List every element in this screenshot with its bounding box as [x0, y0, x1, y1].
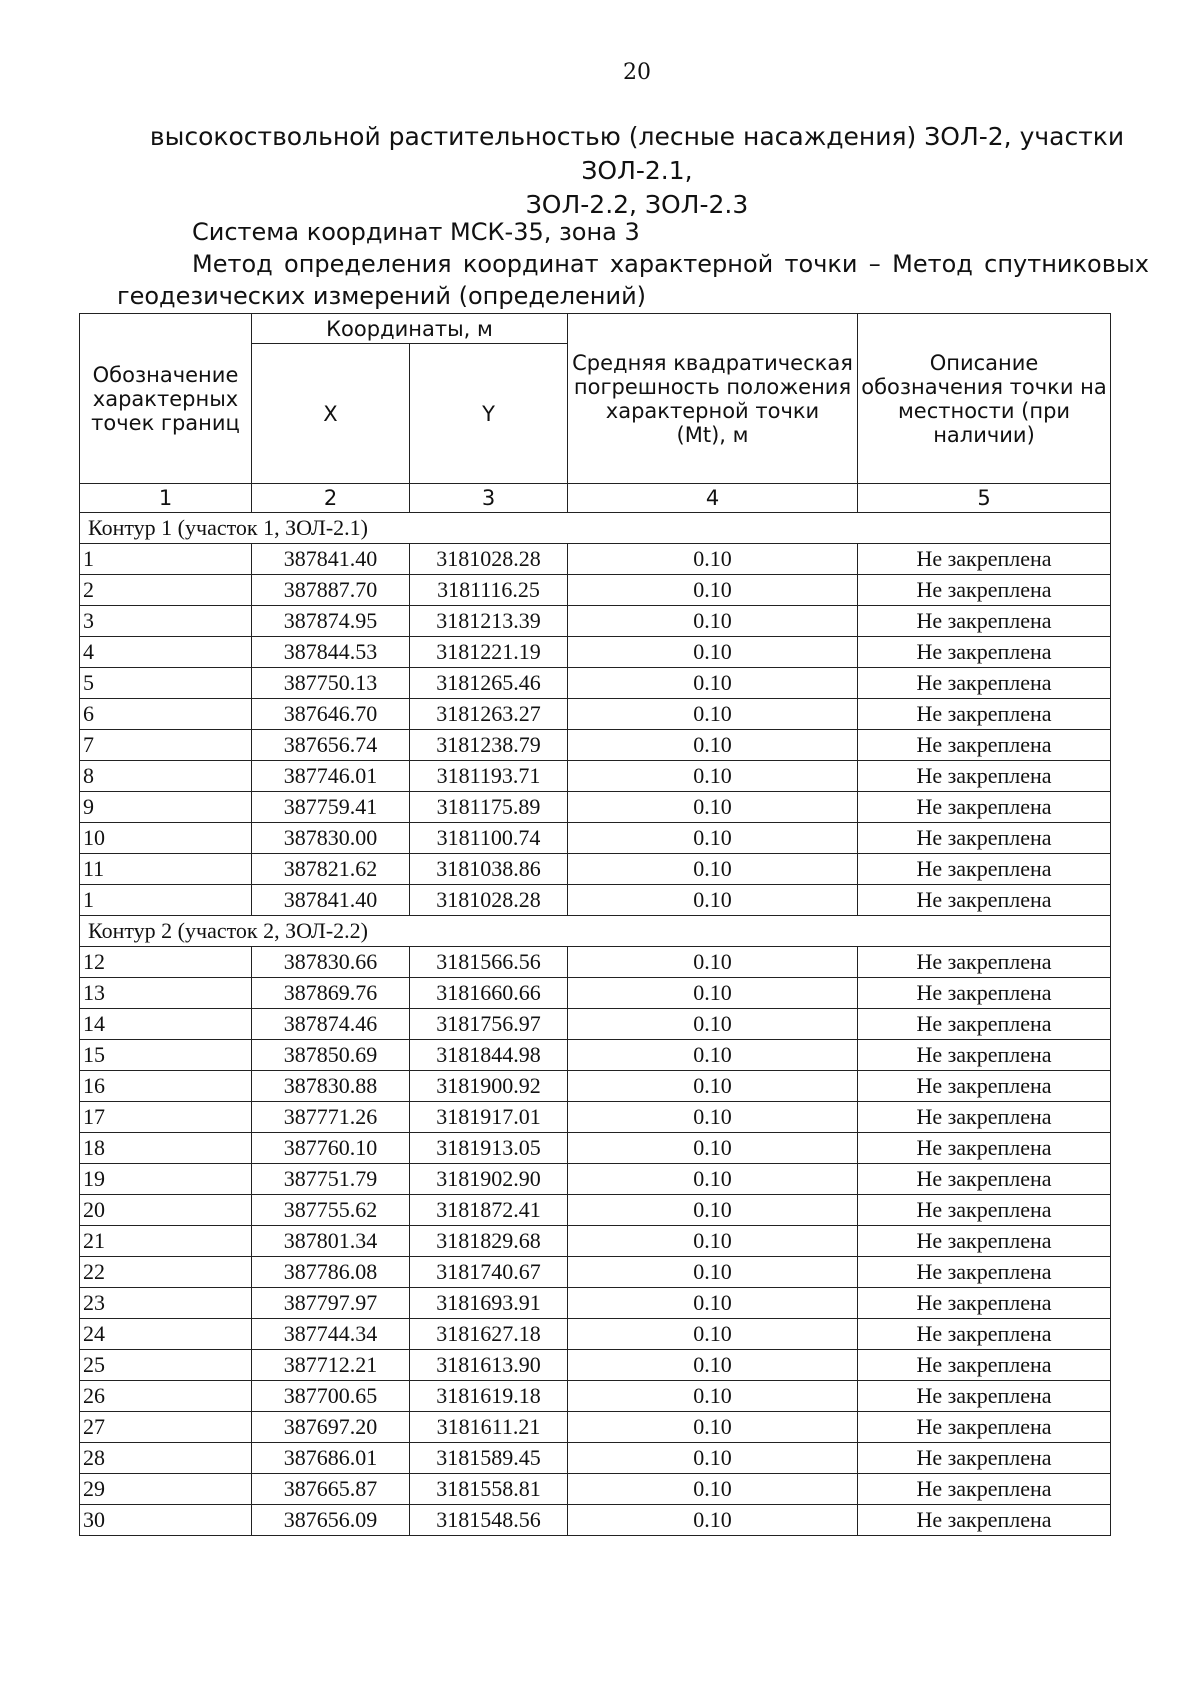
x-coordinate-cell: 387887.70 [252, 575, 410, 606]
point-id-cell: 13 [80, 978, 252, 1009]
error-cell: 0.10 [568, 1505, 858, 1536]
y-coordinate-cell: 3181116.25 [410, 575, 568, 606]
table-row [80, 1102, 1111, 1133]
x-coordinate-cell: 387656.09 [252, 1505, 410, 1536]
error-cell: 0.10 [568, 699, 858, 730]
y-coordinate-cell: 3181589.45 [410, 1443, 568, 1474]
point-id-cell: 16 [80, 1071, 252, 1102]
point-id-cell: 20 [80, 1195, 252, 1226]
x-coordinate-cell: 387759.41 [252, 792, 410, 823]
error-cell: 0.10 [568, 1071, 858, 1102]
x-coordinate-cell: 387830.88 [252, 1071, 410, 1102]
point-id-cell: 12 [80, 947, 252, 978]
table-row [80, 1505, 1111, 1536]
x-coordinate-cell: 387830.00 [252, 823, 410, 854]
description-cell: Не закреплена [858, 947, 1111, 978]
description-cell: Не закреплена [858, 792, 1111, 823]
description-cell: Не закреплена [858, 1319, 1111, 1350]
y-coordinate-cell: 3181902.90 [410, 1164, 568, 1195]
table-row [80, 1226, 1111, 1257]
table-row [80, 668, 1111, 699]
error-cell: 0.10 [568, 792, 858, 823]
table-row [80, 1474, 1111, 1505]
error-cell: 0.10 [568, 1412, 858, 1443]
x-coordinate-cell: 387700.65 [252, 1381, 410, 1412]
table-row [80, 1443, 1111, 1474]
table-row [80, 1381, 1111, 1412]
point-id-cell: 4 [80, 637, 252, 668]
y-coordinate-cell: 3181660.66 [410, 978, 568, 1009]
x-coordinate-cell: 387850.69 [252, 1040, 410, 1071]
error-cell: 0.10 [568, 1443, 858, 1474]
y-coordinate-cell: 3181900.92 [410, 1071, 568, 1102]
contour-label: Контур 2 (участок 2, ЗОЛ-2.2) [80, 916, 1111, 947]
x-coordinate-cell: 387751.79 [252, 1164, 410, 1195]
error-cell: 0.10 [568, 947, 858, 978]
x-coordinate-cell: 387874.95 [252, 606, 410, 637]
x-coordinate-cell: 387821.62 [252, 854, 410, 885]
point-id-cell: 27 [80, 1412, 252, 1443]
description-cell: Не закреплена [858, 637, 1111, 668]
error-cell: 0.10 [568, 885, 858, 916]
y-coordinate-cell: 3181844.98 [410, 1040, 568, 1071]
description-cell: Не закреплена [858, 885, 1111, 916]
error-cell: 0.10 [568, 1381, 858, 1412]
y-coordinate-cell: 3181038.86 [410, 854, 568, 885]
header-y: Y [410, 344, 568, 484]
description-cell: Не закреплена [858, 1102, 1111, 1133]
y-coordinate-cell: 3181100.74 [410, 823, 568, 854]
table-row [80, 544, 1111, 575]
table-row [80, 1319, 1111, 1350]
method-line: Метод определения координат характерной точки – Метод спутниковых [192, 250, 1149, 278]
table-row [80, 730, 1111, 761]
x-coordinate-cell: 387646.70 [252, 699, 410, 730]
table-row [80, 1071, 1111, 1102]
column-number: 1 [80, 484, 252, 513]
table-row [80, 823, 1111, 854]
point-id-cell: 11 [80, 854, 252, 885]
table-row [80, 1350, 1111, 1381]
point-id-cell: 10 [80, 823, 252, 854]
point-id-cell: 3 [80, 606, 252, 637]
y-coordinate-cell: 3181548.56 [410, 1505, 568, 1536]
error-cell: 0.10 [568, 823, 858, 854]
point-id-cell: 19 [80, 1164, 252, 1195]
y-coordinate-cell: 3181913.05 [410, 1133, 568, 1164]
x-coordinate-cell: 387760.10 [252, 1133, 410, 1164]
title-line-2: ЗОЛ-2.2, ЗОЛ-2.3 [525, 190, 749, 219]
table-row [80, 978, 1111, 1009]
x-coordinate-cell: 387744.34 [252, 1319, 410, 1350]
point-id-cell: 9 [80, 792, 252, 823]
error-cell: 0.10 [568, 978, 858, 1009]
y-coordinate-cell: 3181613.90 [410, 1350, 568, 1381]
point-id-cell: 5 [80, 668, 252, 699]
header-x: X [252, 344, 410, 484]
description-cell: Не закреплена [858, 606, 1111, 637]
description-cell: Не закреплена [858, 1133, 1111, 1164]
x-coordinate-cell: 387771.26 [252, 1102, 410, 1133]
y-coordinate-cell: 3181756.97 [410, 1009, 568, 1040]
column-number: 2 [252, 484, 410, 513]
point-id-cell: 23 [80, 1288, 252, 1319]
y-coordinate-cell: 3181238.79 [410, 730, 568, 761]
y-coordinate-cell: 3181213.39 [410, 606, 568, 637]
x-coordinate-cell: 387801.34 [252, 1226, 410, 1257]
y-coordinate-cell: 3181175.89 [410, 792, 568, 823]
y-coordinate-cell: 3181611.21 [410, 1412, 568, 1443]
error-cell: 0.10 [568, 1257, 858, 1288]
table-body [80, 513, 1111, 1536]
x-coordinate-cell: 387686.01 [252, 1443, 410, 1474]
description-cell: Не закреплена [858, 978, 1111, 1009]
x-coordinate-cell: 387746.01 [252, 761, 410, 792]
table-row [80, 1164, 1111, 1195]
x-coordinate-cell: 387841.40 [252, 885, 410, 916]
error-cell: 0.10 [568, 544, 858, 575]
error-cell: 0.10 [568, 761, 858, 792]
y-coordinate-cell: 3181558.81 [410, 1474, 568, 1505]
y-coordinate-cell: 3181627.18 [410, 1319, 568, 1350]
y-coordinate-cell: 3181265.46 [410, 668, 568, 699]
table-row [80, 792, 1111, 823]
point-id-cell: 1 [80, 885, 252, 916]
description-cell: Не закреплена [858, 1443, 1111, 1474]
error-cell: 0.10 [568, 1226, 858, 1257]
x-coordinate-cell: 387750.13 [252, 668, 410, 699]
error-cell: 0.10 [568, 1040, 858, 1071]
column-number: 4 [568, 484, 858, 513]
point-id-cell: 26 [80, 1381, 252, 1412]
point-id-cell: 28 [80, 1443, 252, 1474]
header-description: Описание обозначения точки на местности (при наличии) [858, 314, 1111, 484]
y-coordinate-cell: 3181740.67 [410, 1257, 568, 1288]
description-cell: Не закреплена [858, 668, 1111, 699]
description-cell: Не закреплена [858, 1164, 1111, 1195]
table-row [80, 761, 1111, 792]
table-row [80, 1288, 1111, 1319]
error-cell: 0.10 [568, 1288, 858, 1319]
point-id-cell: 18 [80, 1133, 252, 1164]
table-row [80, 1009, 1111, 1040]
title-line-1: высокоствольной растительностью (лесные насаждения) ЗОЛ-2, участки ЗОЛ-2.1, [149, 122, 1125, 185]
document-title [120, 120, 1154, 222]
page-number: 20 [623, 60, 651, 85]
header-mean-square-error [568, 314, 858, 484]
error-cell: 0.10 [568, 1102, 858, 1133]
error-cell: 0.10 [568, 1164, 858, 1195]
y-coordinate-cell: 3181221.19 [410, 637, 568, 668]
contour-header-row [80, 513, 1111, 544]
y-coordinate-cell: 3181619.18 [410, 1381, 568, 1412]
description-cell: Не закреплена [858, 761, 1111, 792]
description-cell: Не закреплена [858, 1505, 1111, 1536]
column-number-row [80, 484, 1111, 513]
error-cell: 0.10 [568, 637, 858, 668]
coordinates-table [79, 313, 1111, 1536]
x-coordinate-cell: 387656.74 [252, 730, 410, 761]
error-cell: 0.10 [568, 1350, 858, 1381]
header-mean-square-error-unit: (Mt), м [676, 422, 749, 447]
table-row [80, 1412, 1111, 1443]
table-row [80, 1040, 1111, 1071]
y-coordinate-cell: 3181028.28 [410, 544, 568, 575]
error-cell: 0.10 [568, 1474, 858, 1505]
description-cell: Не закреплена [858, 854, 1111, 885]
y-coordinate-cell: 3181829.68 [410, 1226, 568, 1257]
contour-header-row [80, 916, 1111, 947]
x-coordinate-cell: 387874.46 [252, 1009, 410, 1040]
point-id-cell: 15 [80, 1040, 252, 1071]
error-cell: 0.10 [568, 1195, 858, 1226]
error-cell: 0.10 [568, 575, 858, 606]
table-row [80, 1133, 1111, 1164]
point-id-cell: 2 [80, 575, 252, 606]
description-cell: Не закреплена [858, 544, 1111, 575]
point-id-cell: 21 [80, 1226, 252, 1257]
table-row [80, 637, 1111, 668]
table-row [80, 575, 1111, 606]
description-cell: Не закреплена [858, 1195, 1111, 1226]
y-coordinate-cell: 3181193.71 [410, 761, 568, 792]
x-coordinate-cell: 387841.40 [252, 544, 410, 575]
description-cell: Не закреплена [858, 1040, 1111, 1071]
point-id-cell: 24 [80, 1319, 252, 1350]
y-coordinate-cell: 3181917.01 [410, 1102, 568, 1133]
method-line-continued: геодезических измерений (определений) [117, 282, 647, 310]
table-row [80, 947, 1111, 978]
description-cell: Не закреплена [858, 1226, 1111, 1257]
point-id-cell: 8 [80, 761, 252, 792]
description-cell: Не закреплена [858, 1257, 1111, 1288]
description-cell: Не закреплена [858, 1288, 1111, 1319]
x-coordinate-cell: 387712.21 [252, 1350, 410, 1381]
y-coordinate-cell: 3181693.91 [410, 1288, 568, 1319]
error-cell: 0.10 [568, 606, 858, 637]
point-id-cell: 1 [80, 544, 252, 575]
y-coordinate-cell: 3181566.56 [410, 947, 568, 978]
description-cell: Не закреплена [858, 699, 1111, 730]
contour-label: Контур 1 (участок 1, ЗОЛ-2.1) [80, 513, 1111, 544]
table-row [80, 854, 1111, 885]
error-cell: 0.10 [568, 854, 858, 885]
y-coordinate-cell: 3181028.28 [410, 885, 568, 916]
error-cell: 0.10 [568, 730, 858, 761]
description-cell: Не закреплена [858, 575, 1111, 606]
error-cell: 0.10 [568, 1133, 858, 1164]
point-id-cell: 25 [80, 1350, 252, 1381]
point-id-cell: 14 [80, 1009, 252, 1040]
table-row [80, 606, 1111, 637]
error-cell: 0.10 [568, 1009, 858, 1040]
y-coordinate-cell: 3181872.41 [410, 1195, 568, 1226]
point-id-cell: 6 [80, 699, 252, 730]
x-coordinate-cell: 387697.20 [252, 1412, 410, 1443]
table-row [80, 699, 1111, 730]
point-id-cell: 7 [80, 730, 252, 761]
x-coordinate-cell: 387786.08 [252, 1257, 410, 1288]
x-coordinate-cell: 387797.97 [252, 1288, 410, 1319]
x-coordinate-cell: 387869.76 [252, 978, 410, 1009]
x-coordinate-cell: 387830.66 [252, 947, 410, 978]
y-coordinate-cell: 3181263.27 [410, 699, 568, 730]
header-point-designation: Обозначение характерных точек границ [80, 314, 252, 484]
description-cell: Не закреплена [858, 823, 1111, 854]
column-number: 3 [410, 484, 568, 513]
coordinate-system: Система координат МСК-35, зона 3 [192, 218, 640, 246]
point-id-cell: 17 [80, 1102, 252, 1133]
column-number: 5 [858, 484, 1111, 513]
point-id-cell: 29 [80, 1474, 252, 1505]
x-coordinate-cell: 387755.62 [252, 1195, 410, 1226]
point-id-cell: 22 [80, 1257, 252, 1288]
error-cell: 0.10 [568, 668, 858, 699]
description-cell: Не закреплена [858, 1474, 1111, 1505]
x-coordinate-cell: 387665.87 [252, 1474, 410, 1505]
table-row [80, 1257, 1111, 1288]
description-cell: Не закреплена [858, 1412, 1111, 1443]
error-cell: 0.10 [568, 1319, 858, 1350]
table-row [80, 1195, 1111, 1226]
table-row [80, 885, 1111, 916]
description-cell: Не закреплена [858, 730, 1111, 761]
header-coordinates: Координаты, м [252, 314, 568, 344]
description-cell: Не закреплена [858, 1381, 1111, 1412]
header-mean-square-error-text: Средняя квадратическая погрешность положения характерной точки [572, 350, 853, 423]
point-id-cell: 30 [80, 1505, 252, 1536]
description-cell: Не закреплена [858, 1009, 1111, 1040]
description-cell: Не закреплена [858, 1350, 1111, 1381]
x-coordinate-cell: 387844.53 [252, 637, 410, 668]
description-cell: Не закреплена [858, 1071, 1111, 1102]
